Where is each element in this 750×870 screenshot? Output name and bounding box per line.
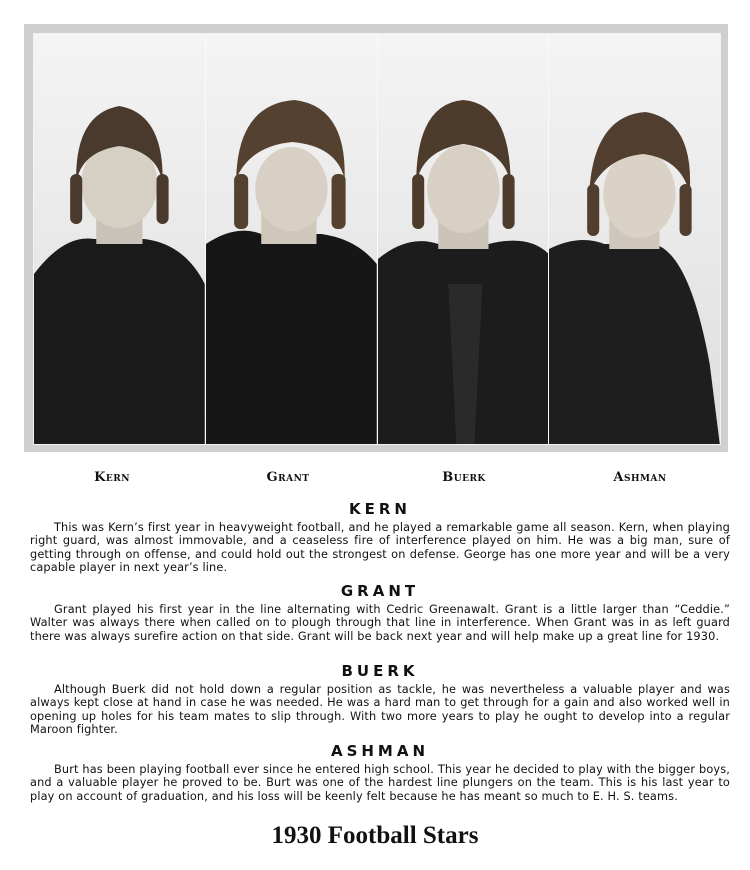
bio-ashman <box>30 742 730 803</box>
photo-label-grant: Grant <box>266 470 310 485</box>
photo-label-kern: Kern <box>94 470 130 485</box>
page-caption: 1930 Football Stars <box>271 822 479 849</box>
player-photo-strip <box>33 33 721 445</box>
bio-grant <box>30 582 730 643</box>
player-photo-ashman <box>549 34 720 444</box>
bio-text-buerk: Although Buerk did not hold down a regular position as tackle, he was nevertheless a valuable player and was always kept close at hand in case he was needed. He was a hard man to get through for a gain and also worked well in opening up holes for his team mates to slip through. With two more years to play he ought to develop into a regular Maroon fighter. <box>30 683 730 737</box>
bio-buerk <box>30 662 730 737</box>
photo-label-ashman: Ashman <box>613 470 667 485</box>
player-photo-grant <box>206 34 378 444</box>
player-photo-buerk <box>378 34 550 444</box>
bio-text-grant: Grant played his first year in the line alternating with Cedric Greenawalt. Grant is a little larger than “Ceddie.” Walter was always there when called on to plough through that line in interference. When Grant was in as left guard there was always surefire action on that side. Grant will be back next year and will help make up a great line for 1930. <box>30 603 730 643</box>
photo-label-buerk: Buerk <box>442 470 486 485</box>
player-photo-kern <box>34 34 206 444</box>
bio-text-kern: This was Kern’s first year in heavyweight football, and he played a remarkable game all season. Kern, when playing right guard, was almost immovable, and a ceaseless fire of interference played on him. He was a big man, sure of getting through on offense, and could hold out the strongest on defense. George has one more year and will be a very capable player in next year’s line. <box>30 521 730 575</box>
bio-heading-buerk: BUERK <box>341 662 419 680</box>
photo-labels-row <box>24 470 728 490</box>
bio-heading-grant: GRANT <box>340 582 420 600</box>
player-photo-frame <box>24 24 728 452</box>
bio-kern <box>30 500 730 575</box>
bio-text-ashman: Burt has been playing football ever since he entered high school. This year he decided to play with the bigger boys, and a valuable player he proved to be. Burt was one of the hardest line plungers on the team. This is his last year to play on account of graduation, and his loss will be keenly felt because he has meant so much to E. H. S. teams. <box>30 763 730 803</box>
bio-heading-kern: KERN <box>349 500 411 518</box>
bio-heading-ashman: ASHMAN <box>330 742 430 760</box>
